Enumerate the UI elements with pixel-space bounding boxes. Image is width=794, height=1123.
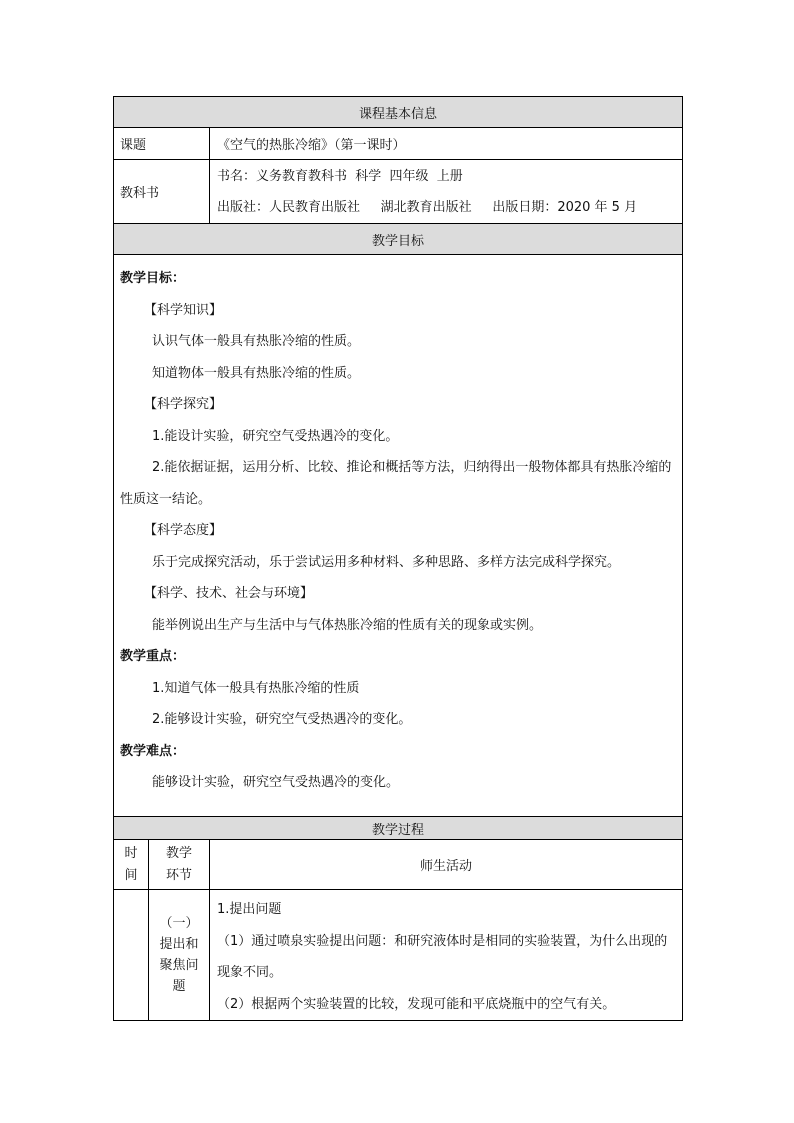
attitude-title: 【科学态度】	[144, 523, 223, 538]
stage-column-header: 教学环节	[149, 840, 210, 890]
time-cell	[114, 890, 149, 1021]
stage-1-label: （一）提出和聚焦问题	[159, 916, 199, 994]
goals-title: 教学目标：	[120, 271, 186, 286]
key-point-item: 2.能够设计实验，研究空气受热遇冷的变化。	[152, 712, 412, 727]
knowledge-item: 知道物体一般具有热胀冷缩的性质。	[152, 365, 361, 381]
process-header: 教学过程	[114, 817, 683, 840]
difficult-points-title: 教学难点：	[120, 743, 186, 759]
activity-cell	[210, 890, 683, 1021]
objectives-body	[114, 255, 683, 817]
key-points-title: 教学重点：	[120, 649, 186, 664]
activity-item: （1）通过喷泉实验提出问题：和研究液体时是相同的实验装置，为什么出现的现象不同。	[217, 933, 668, 980]
lesson-plan-page	[113, 96, 682, 1021]
topic-label: 课题	[114, 128, 210, 160]
textbook-title: 书名：义务教育教科书 科学 四年级 上册	[217, 168, 463, 184]
textbook-publisher: 出版社：人民教育出版社 湖北教育出版社 出版日期：2020 年 5 月	[217, 199, 638, 215]
inquiry-title: 【科学探究】	[144, 397, 223, 412]
activity-column-header: 师生活动	[210, 840, 683, 890]
inquiry-item: 2.能依据证据，运用分析、比较、推论和概括等方法，归纳得出一般物体都具有热胀冷缩的性质这一结论。	[120, 460, 672, 507]
activity-item: （2）根据两个实验装置的比较，发现可能和平底烧瓶中的空气有关。	[217, 996, 616, 1012]
sts-title: 【科学、技术、社会与环境】	[144, 586, 314, 601]
textbook-label: 教科书	[114, 160, 210, 224]
key-point-item: 1.知道气体一般具有热胀冷缩的性质	[152, 680, 360, 696]
time-column-header: 时间	[114, 840, 149, 890]
stage-cell	[149, 890, 210, 1021]
textbook-info	[210, 160, 683, 224]
activity-title: 1.提出问题	[217, 902, 282, 917]
objectives-header: 教学目标	[114, 224, 683, 255]
topic-value: 《空气的热胀冷缩》（第一课时）	[210, 128, 683, 160]
knowledge-title: 【科学知识】	[144, 302, 223, 318]
sts-item: 能举例说出生产与生活中与气体热胀冷缩的性质有关的现象或实例。	[152, 617, 543, 633]
knowledge-item: 认识气体一般具有热胀冷缩的性质。	[152, 334, 361, 349]
attitude-item: 乐于完成探究活动，乐于尝试运用多种材料、多种思路、多样方法完成科学探究。	[152, 554, 621, 570]
difficult-point-item: 能够设计实验，研究空气受热遇冷的变化。	[152, 775, 400, 790]
inquiry-item: 1.能设计实验，研究空气受热遇冷的变化。	[152, 428, 399, 444]
lesson-plan-table	[113, 96, 683, 1021]
basic-info-header: 课程基本信息	[114, 97, 683, 128]
